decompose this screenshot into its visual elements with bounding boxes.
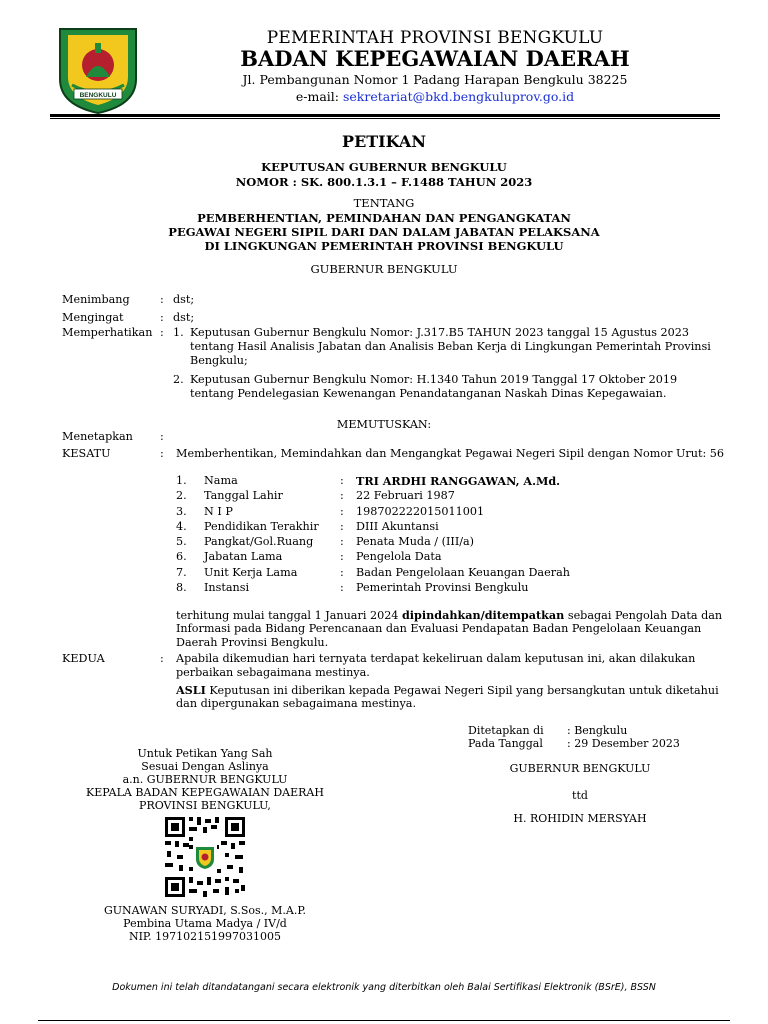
ditetapkan-value: : Bengkulu (567, 724, 628, 737)
decree-subject-line3: DI LINGKUNGAN PEMERINTAH PROVINSI BENGKULU (204, 239, 564, 253)
memperhatikan-item2-line1: Keputusan Gubernur Bengkulu Nomor: H.1340 Tahun 2019 Tanggal 17 Oktober 2019 (190, 373, 678, 386)
colon: : (160, 326, 164, 339)
detail-row (176, 505, 570, 520)
detail-label: Jabatan Lama (204, 550, 283, 564)
detail-label: Pangkat/Gol.Ruang (204, 535, 314, 549)
detail-value: Badan Pengelolaan Keuangan Daerah (356, 565, 570, 579)
letterhead-divider-thin (50, 118, 720, 119)
detail-number: 1. (176, 474, 187, 487)
letterhead-agency: BADAN KEPEGAWAIAN DAERAH (240, 46, 630, 71)
detail-value-name: TRI ARDHI RANGGAWAN, A.Md. (356, 474, 561, 488)
electronic-signature-note: Dokumen ini telah ditandatangani secara elektronik yang diterbitkan oleh Balai Sertifikasi Elektronik (BSrE), BSSN (112, 982, 656, 993)
detail-label: N I P (204, 504, 233, 518)
certification-line3: a.n. GUBERNUR BENGKULU (122, 773, 288, 786)
certifier-nip: NIP. 197102151997031005 (128, 930, 282, 943)
colon: : (340, 504, 344, 518)
terhitung-line1 (176, 608, 722, 623)
signed-mark: ttd (572, 789, 588, 802)
memperhatikan-item1-line1: Keputusan Gubernur Bengkulu Nomor: J.317.B5 TAHUN 2023 tanggal 15 Agustus 2023 (190, 326, 689, 339)
terhitung-text: terhitung mulai tanggal 1 Januari 2024 (176, 609, 402, 622)
colon: : (340, 519, 344, 533)
certification-line1: Untuk Petikan Yang Sah (137, 747, 273, 760)
detail-label: Nama (204, 474, 238, 487)
detail-row (176, 566, 570, 581)
detail-number: 7. (176, 565, 187, 579)
colon: : (340, 489, 344, 503)
decree-about: TENTANG (353, 196, 415, 210)
letterhead-email-line (200, 89, 670, 104)
memperhatikan-item-number: 2. (173, 373, 184, 386)
letterhead-divider (50, 114, 720, 117)
terhitung-emphasis: dipindahkan/ditempatkan (401, 608, 565, 622)
tanggal-value: : 29 Desember 2023 (567, 737, 680, 750)
detail-label: Pendidikan Terakhir (204, 519, 319, 533)
email-label: e-mail: (295, 89, 343, 104)
terhitung-line3: Daerah Provinsi Bengkulu. (176, 636, 329, 649)
colon: : (340, 550, 344, 564)
detail-number: 2. (176, 489, 187, 503)
detail-row (176, 581, 570, 596)
detail-value: Pemerintah Provinsi Bengkulu (356, 581, 529, 595)
emblem-banner-text: BENGKULU (79, 92, 117, 99)
mengingat-value: dst; (173, 311, 195, 324)
asli-line2: dan dipergunakan sebagaimana mestinya. (176, 697, 417, 710)
detail-value: Penata Muda / (III/a) (356, 535, 475, 549)
mengingat-label: Mengingat (62, 311, 124, 324)
colon: : (160, 652, 164, 665)
colon: : (340, 535, 344, 549)
certifier-name: GUNAWAN SURYADI, S.Sos., M.A.P. (103, 904, 307, 917)
colon: : (340, 581, 344, 595)
terhitung-line2: Informasi pada Bidang Perencanaan dan Evaluasi Pendapatan Badan Pengelolaan Keuangan (176, 622, 702, 635)
detail-value: Pengelola Data (356, 550, 442, 564)
detail-value: 22 Februari 1987 (356, 489, 455, 503)
memperhatikan-item1-line2: tentang Hasil Analisis Jabatan dan Analisis Beban Kerja di Lingkungan Pemerintah Provinsi (190, 340, 711, 353)
email-link[interactable]: sekretariat@bkd.bengkuluprov.go.id (342, 89, 575, 104)
ditetapkan-label: Ditetapkan di (468, 724, 544, 737)
colon: : (160, 311, 164, 324)
decree-number: NOMOR : SK. 800.1.3.1 – F.1488 TAHUN 2023 (235, 175, 533, 189)
certifier-rank: Pembina Utama Madya / IV/d (123, 917, 287, 930)
detail-value: DIII Akuntansi (356, 519, 439, 533)
letterhead-address: Jl. Pembangunan Nomor 1 Padang Harapan Bengkulu 38225 (242, 72, 628, 87)
footer-divider (38, 1020, 730, 1021)
detail-number: 5. (176, 535, 187, 549)
detail-number: 8. (176, 581, 187, 595)
certification-line4: KEPALA BADAN KEPEGAWAIAN DAERAH (86, 786, 324, 799)
detail-label: Instansi (204, 581, 250, 595)
detail-number: 6. (176, 550, 187, 564)
tanggal-label: Pada Tanggal (468, 737, 543, 750)
memutuskan-heading: MEMUTUSKAN: (336, 418, 432, 431)
kedua-line1: Apabila dikemudian hari ternyata terdapat kekeliruan dalam keputusan ini, akan dilakukan (176, 652, 696, 665)
menetapkan-label: Menetapkan (62, 430, 133, 443)
asli-line1 (176, 683, 719, 698)
colon: : (160, 293, 164, 306)
governor-heading: GUBERNUR BENGKULU (310, 262, 458, 276)
colon: : (340, 474, 344, 487)
detail-label: Unit Kerja Lama (204, 565, 298, 579)
qr-code[interactable] (163, 815, 247, 899)
kedua-line2: perbaikan sebagaimana mestinya. (176, 666, 370, 679)
detail-row (176, 520, 570, 535)
signer-name: H. ROHIDIN MERSYAH (513, 812, 647, 825)
colon: : (160, 447, 164, 460)
detail-number: 4. (176, 519, 187, 533)
memperhatikan-item-number: 1. (173, 326, 184, 339)
kesatu-label: KESATU (62, 447, 111, 460)
terhitung-text-end: sebagai Pengolah Data dan (564, 609, 723, 622)
employee-details-table (176, 474, 570, 596)
colon: : (160, 430, 164, 443)
asli-text: Keputusan ini diberikan kepada Pegawai Negeri Sipil yang bersangkutan untuk diketahui (205, 684, 719, 697)
detail-row (176, 474, 570, 489)
menimbang-value: dst; (173, 293, 195, 306)
detail-row (176, 550, 570, 565)
colon: : (340, 565, 344, 579)
decree-subject-line2: PEGAWAI NEGERI SIPIL DARI DAN DALAM JABATAN PELAKSANA (168, 225, 600, 239)
detail-label: Tanggal Lahir (204, 489, 283, 503)
kedua-label: KEDUA (62, 652, 105, 665)
signer-title: GUBERNUR BENGKULU (509, 762, 651, 775)
menimbang-label: Menimbang (62, 293, 130, 306)
asli-emphasis: ASLI (176, 683, 206, 697)
kesatu-text: Memberhentikan, Memindahkan dan Mengangkat Pegawai Negeri Sipil dengan Nomor Urut: 56 (176, 447, 725, 460)
certification-line2: Sesuai Dengan Aslinya (141, 760, 269, 773)
detail-value: 198702222015011001 (356, 504, 485, 518)
certification-line5: PROVINSI BENGKULU, (139, 799, 271, 812)
memperhatikan-item2-line2: tentang Pendelegasian Kewenangan Penandatanganan Naskah Dinas Kepegawaian. (190, 387, 667, 400)
government-emblem (56, 25, 140, 115)
decree-subject-line1: PEMBERHENTIAN, PEMINDAHAN DAN PENGANGKATAN (197, 211, 571, 225)
memperhatikan-item1-line3: Bengkulu; (190, 354, 248, 367)
letterhead-government: PEMERINTAH PROVINSI BENGKULU (266, 28, 604, 48)
decree-heading: KEPUTUSAN GUBERNUR BENGKULU (261, 160, 507, 174)
document-title: PETIKAN (342, 132, 426, 151)
detail-row (176, 535, 570, 550)
detail-row (176, 489, 570, 504)
memperhatikan-label: Memperhatikan (62, 326, 153, 339)
detail-number: 3. (176, 504, 187, 518)
